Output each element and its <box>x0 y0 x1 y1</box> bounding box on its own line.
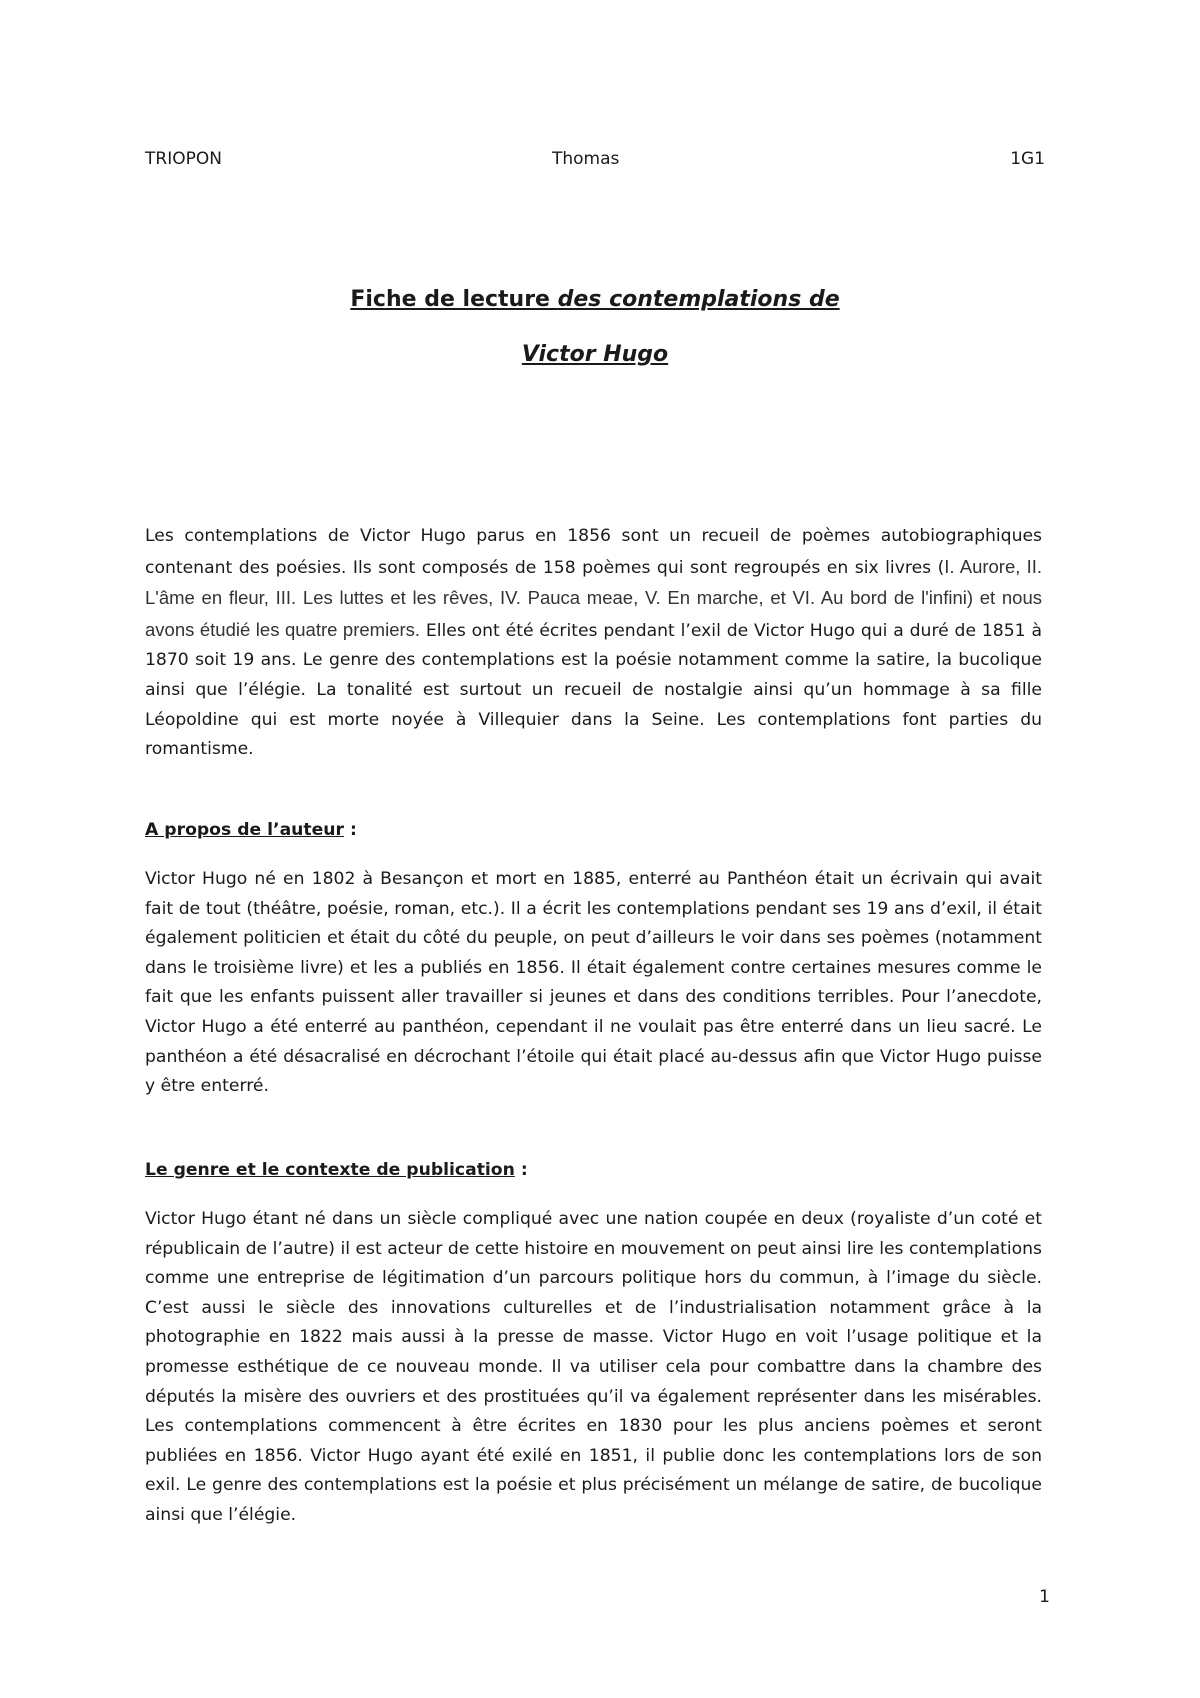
document-title-line-2 <box>145 340 1045 370</box>
auteur-paragraph: Victor Hugo né en 1802 à Besançon et mort en 1885, enterré au Panthéon était un écrivain qui avait fait de tout (théâtre, poésie, roman, etc.). Il a écrit les contemplations pendant ses 19 ans d’exil, il était également politicien et était du côté du peuple, on peut d’ailleurs le voir dans ses poèmes (notamment dans le troisième livre) et les a publiés en 1856. Il était également contre certaines mesures comme le fait que les enfants puissent aller travailler si jeunes et dans des conditions terribles. Pour l’anecdote, Victor Hugo a été enterré au panthéon, cependant il ne voulait pas être enterré dans un lieu sacré. Le panthéon a été désacralisé en décrochant l’étoile qui était placé au-dessus afin que Victor Hugo puisse y être enterré. <box>145 869 1042 1097</box>
intro-text-part-1: Les contemplations de Victor Hugo parus en 1856 sont un recueil de poèmes autobiographiques contenant des poésies. Ils sont composés de 158 poèmes qui sont regroupés en six livres ( <box>145 526 1042 578</box>
title-plain: Fiche de lecture <box>350 287 558 312</box>
document-title-line-1 <box>145 285 1045 315</box>
genre-paragraph: Victor Hugo étant né dans un siècle compliqué avec une nation coupée en deux (royaliste d’un coté et républicain de l’autre) il est acteur de cette histoire en mouvement on peut ainsi lire les contemplations comme une entreprise de légitimation d’un parcours politique hors du commun, à l’image du siècle. C’est aussi le siècle des innovations culturelles et de l’industrialisation notamment grâce à la photographie en 1822 mais aussi à la presse de masse. Victor Hugo en voit l’usage politique et la promesse esthétique de ce nouveau monde. Il va utiliser cela pour combattre dans la chambre des députés la misère des ouvriers et des prostituées qu’il va également représenter dans les misérables. Les contemplations commencent à être écrites en 1830 pour les plus anciens poèmes et seront publiées en 1856. Victor Hugo ayant été exilé en 1851, il publie donc les contemplations lors de son exil. Le genre des contemplations est la poésie et plus précisément un mélange de satire, de bucolique ainsi que l’élégie. <box>145 1209 1042 1525</box>
intro-paragraph <box>145 522 1042 765</box>
section-heading-auteur <box>145 816 1042 844</box>
intro-text-books-list: I. Aurore, II. L'âme en fleur, III. Les luttes et les rêves, IV. Pauca meae, V. En marche, et VI. Au bord de l'infini) et nous avons étudié les quatre premiers. <box>145 555 1042 640</box>
title-italic: des contemplations de <box>557 287 840 312</box>
title-author: Victor Hugo <box>521 342 669 367</box>
page-number: 1 <box>1039 1587 1050 1607</box>
section-heading-auteur-text: A propos de l’auteur <box>145 820 344 840</box>
intro-text-part-3: Elles ont été écrites pendant l’exil de Victor Hugo qui a duré de 1851 à 1870 soit 19 ans. Le genre des contemplations est la poésie notamment comme la satire, la bucolique ainsi que l’élégie. La tonalité est surtout un recueil de nostalgie ainsi qu’un hommage à sa fille Léopoldine qui est morte noyée à Villequier dans la Seine. Les contemplations font parties du romantisme. <box>145 620 1042 760</box>
section-heading-auteur-colon: : <box>343 820 357 840</box>
section-heading-genre-text: Le genre et le contexte de publication <box>145 1160 515 1180</box>
page-header <box>145 147 1045 171</box>
section-heading-genre-colon: : <box>514 1160 528 1180</box>
header-last-name: TRIOPON <box>145 149 222 169</box>
section-heading-genre <box>145 1156 1042 1184</box>
header-class: 1G1 <box>1010 149 1045 169</box>
header-first-name: Thomas <box>552 149 620 169</box>
